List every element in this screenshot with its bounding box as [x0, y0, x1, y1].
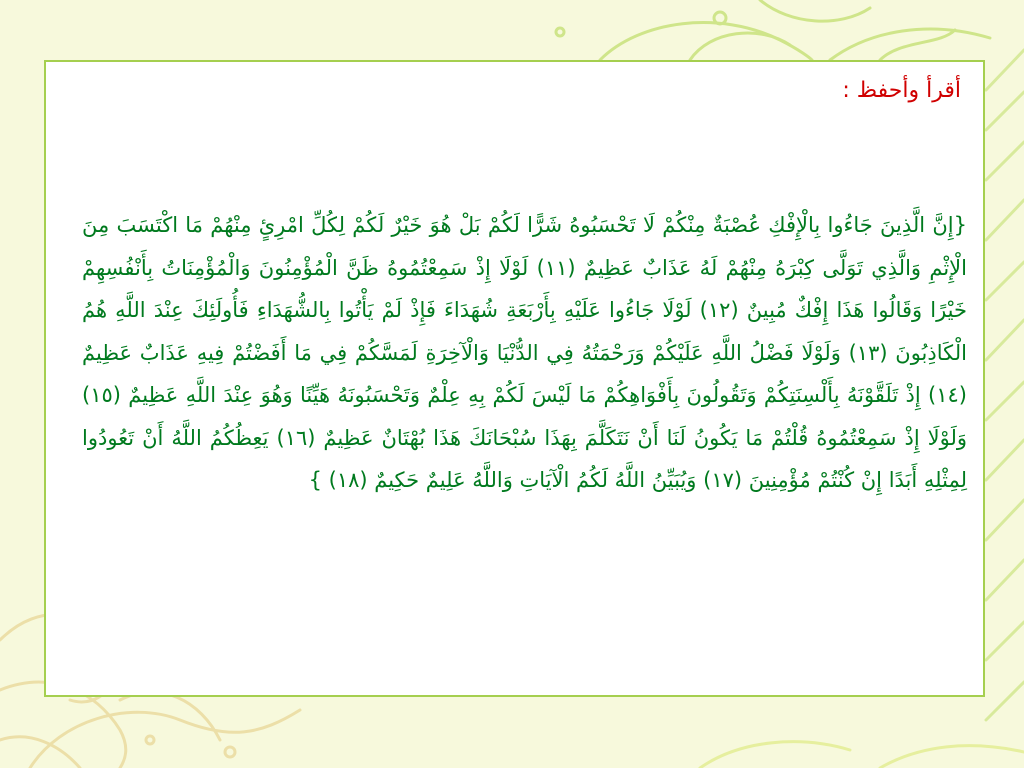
- top-swirl-decoration: [556, 0, 990, 60]
- lesson-heading: أقرأ وأحفظ :: [842, 78, 961, 103]
- quran-passage: {إِنَّ الَّذِينَ جَاءُوا بِالْإِفْكِ عُصْبَةٌ مِنْكُمْ لَا تَحْسَبُوهُ شَرًّا لَكُمْ بَلْ هُوَ خَيْرٌ لَكُمْ لِكُلِّ امْرِئٍ مِنْهُمْ مَا اكْتَسَبَ مِنَ الْإِثْمِ وَالَّذِي تَوَلَّى كِبْرَهُ مِنْهُمْ لَهُ عَذَابٌ عَظِيمٌ (١١) لَوْلَا إِذْ سَمِعْتُمُوهُ ظَنَّ الْمُؤْمِنُونَ وَالْمُؤْمِنَاتُ بِأَنْفُسِهِمْ خَيْرًا وَقَالُوا هَذَا إِفْكٌ مُبِينٌ (١٢) لَوْلَا جَاءُوا عَلَيْهِ بِأَرْبَعَةِ شُهَدَاءَ فَإِذْ لَمْ يَأْتُوا بِالشُّهَدَاءِ فَأُولَئِكَ عِنْدَ اللَّهِ هُمُ الْكَاذِبُونَ (١٣) وَلَوْلَا فَضْلُ اللَّهِ عَلَيْكُمْ وَرَحْمَتُهُ فِي الدُّنْيَا وَالْآخِرَةِ لَمَسَّكُمْ فِي مَا أَفَضْتُمْ فِيهِ عَذَابٌ عَظِيمٌ (١٤) إِذْ تَلَقَّوْنَهُ بِأَلْسِنَتِكُمْ وَتَقُولُونَ بِأَفْوَاهِكُمْ مَا لَيْسَ لَكُمْ بِهِ عِلْمٌ وَتَحْسَبُونَهُ هَيِّنًا وَهُوَ عِنْدَ اللَّهِ عَظِيمٌ (١٥) وَلَوْلَا إِذْ سَمِعْتُمُوهُ قُلْتُمْ مَا يَكُونُ لَنَا أَنْ نَتَكَلَّمَ بِهَذَا سُبْحَانَكَ هَذَا بُهْتَانٌ عَظِيمٌ (١٦) يَعِظُكُمُ اللَّهُ أَنْ تَعُودُوا لِمِثْلِهِ أَبَدًا إِنْ كُنْتُمْ مُؤْمِنِينَ (١٧) وَيُبَيِّنُ اللَّهُ لَكُمُ الْآيَاتِ وَاللَّهُ عَلِيمٌ حَكِيمٌ (١٨) }: [82, 213, 967, 492]
- bottom-right-decoration: [700, 742, 1024, 768]
- right-stripe-decoration: [986, 50, 1024, 720]
- content-frame: [44, 60, 985, 697]
